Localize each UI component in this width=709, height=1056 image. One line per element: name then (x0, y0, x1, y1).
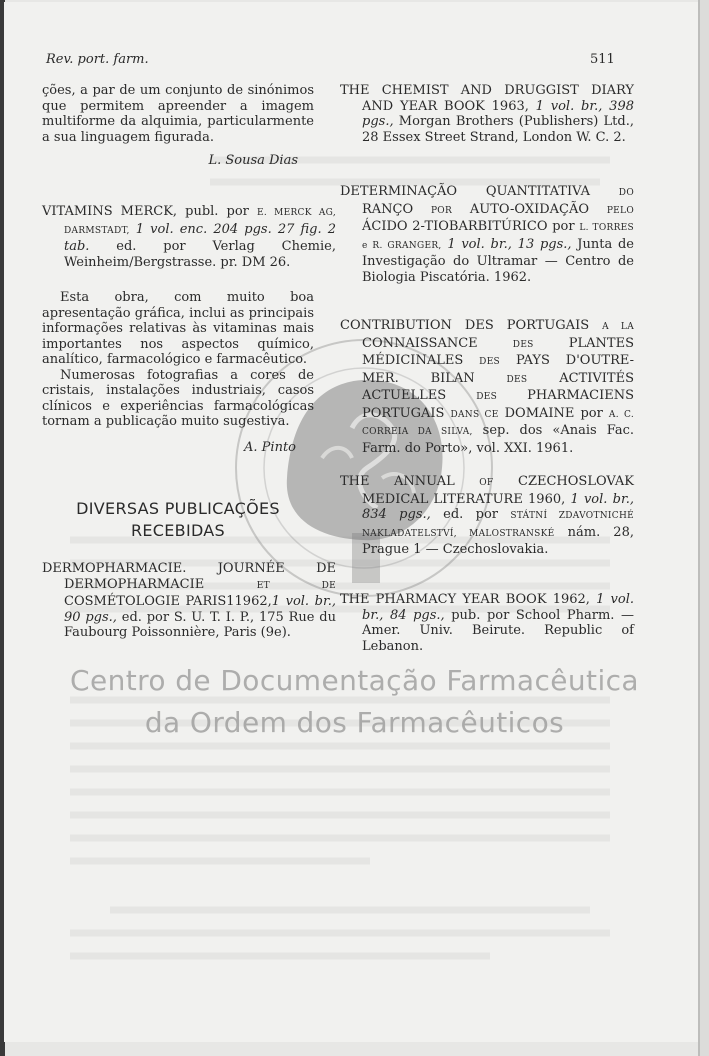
chemist-specs: 1 vol. br., 398 pgs., (362, 98, 634, 129)
section-heading (42, 498, 314, 542)
vitamins-review (42, 290, 314, 455)
determinacao-entry (340, 184, 634, 285)
determ-title-d: ÁCIDO 2-TIOBARBITÚRICO (362, 219, 548, 234)
contribution-entry (340, 318, 634, 456)
contrib-des-1: DES (512, 339, 534, 350)
annual-publisher: STÁTNÍ ZDAVOTNICHÉ NAKLADATELSTVÍ, MALOSTRANSKÉ (362, 511, 634, 539)
determ-title-b: RANÇO (362, 201, 431, 217)
determ-por2: por (547, 219, 580, 234)
contrib-title-e: ACTIVITÉS ACTUELLES (362, 370, 634, 403)
dermo-title-a: DERMOPHARMACIE. JOURNÉE DE DERMOPHARMACIE (42, 561, 336, 592)
watermark-line-1: Centro de Documentação Farmacêutica (70, 664, 639, 697)
contrib-author: A. C. CORREIA DA SILVA, (362, 409, 634, 437)
contrib-title-a: CONTRIBUTION DES PORTUGAIS (340, 318, 603, 333)
contrib-a-la: A LA (602, 322, 634, 332)
annual-rest: nám. 28, Prague 1 — Czechoslovakia. (362, 524, 634, 557)
dermo-entry (42, 561, 336, 641)
annual-of: OF (479, 478, 494, 488)
determ-pelo: PELO (606, 205, 634, 216)
contrib-title-d: PAYS D'OUTRE-MER. BILAN (362, 353, 634, 386)
section-heading-line-1: DIVERSAS PUBLICAÇÕES (76, 499, 280, 518)
contrib-title-f: PHARMACIENS PORTUGAIS (362, 388, 634, 421)
contrib-dans-ce: DANS CE (450, 409, 499, 420)
determ-title-c: AUTO-OXIDAÇÃO (452, 201, 607, 217)
pharmacy-rest: pub. por School Pharm. — Amer. Univ. Beirute. Republic of Lebanon. (362, 607, 634, 654)
vitamins-publ: publ. por (177, 204, 257, 219)
contrib-title-b: CONNAISSANCE (362, 335, 513, 351)
dermo-rest: ed. por S. U. T. I. P., 175 Rue du Faubourg Poissonnière, Paris (9e). (64, 609, 337, 640)
page-edge (698, 0, 709, 1056)
section-heading-line-2: RECEBIDAS (130, 521, 226, 540)
watermark-line-2: da Ordem dos Farmacêuticos (144, 706, 565, 739)
determ-por: POR (430, 205, 453, 216)
pharmacy-title: THE PHARMACY YEAR BOOK 1962, (340, 592, 590, 607)
annual-title-b: CZECHOSLOVAK MEDICAL LITERATURE 1960, (362, 474, 634, 507)
dermo-et-de: ET DE (256, 580, 336, 591)
review-paragraph-2: Numerosas fotografias a cores de cristais, instalações industriais, casos clínicos e experiências farmacológicas tornam a publicação muito sugestiva. (42, 367, 314, 429)
pharmacy-specs: 1 vol. br., 84 pgs., (362, 592, 634, 623)
determ-authors: L. TORRES e R. GRANGER, (362, 223, 634, 251)
contrib-title-c: PLANTES MÉDICINALES (362, 335, 634, 368)
intro-text: ções, a par de um conjunto de sinónimos que permitem apreender a imagem multiforme da alquimia, particularmente a sua linguagem figurada. (42, 83, 314, 145)
contrib-title-g: DOMAINE (498, 405, 575, 421)
determ-specs: 1 vol. br., 13 pgs., (441, 236, 572, 252)
review-paragraph-1: Esta obra, com muito boa apresentação gráfica, inclui as principais informações relativas às vitaminas mais importantes nos aspectos químico, analítico, farmacológico e farmacêutico. (42, 290, 314, 367)
vitamins-entry (42, 204, 336, 270)
chemist-rest: Morgan Brothers (Publishers) Ltd., 28 Essex Street Strand, London W. C. 2. (362, 114, 634, 145)
running-head: Rev. port. farm. (46, 52, 149, 67)
vitamins-publisher: E. MERCK AG, DARMSTADT, (64, 208, 336, 236)
annual-entry (340, 474, 634, 558)
intro-block (42, 83, 314, 169)
annual-por: ed. por (430, 507, 511, 522)
contrib-des-4: DES (476, 392, 498, 402)
pharmacy-entry (340, 592, 634, 654)
vitamins-specs: 1 vol. enc. 204 pgs. 27 fig. 2 tab. (64, 221, 336, 254)
annual-specs: 1 vol. br., 834 pgs., (362, 491, 634, 522)
determ-do: DO (618, 188, 634, 198)
determ-rest: Junta de Investigação do Ultramar — Centro de Biologia Piscatória. 1962. (362, 236, 634, 285)
vitamins-rest: ed. por Verlag Chemie, Weinheim/Bergstrasse. pr. DM 26. (64, 239, 336, 270)
chemist-entry (340, 83, 634, 145)
annual-title-a: THE ANNUAL (340, 474, 480, 489)
dermo-title-b: COSMÉTOLOGIE PARIS11962, (64, 594, 272, 609)
contrib-des-3: DES (506, 374, 528, 385)
contrib-rest: sep. dos «Anais Fac. Farm. do Porto», vol. XXI. 1961. (362, 423, 635, 456)
contrib-des-2: DES (479, 357, 501, 367)
page-number: 511 (590, 52, 615, 67)
contrib-por: por (574, 405, 609, 421)
determ-title-a: DETERMINAÇÃO QUANTITATIVA (340, 184, 619, 199)
review-signature: A. Pinto (244, 439, 296, 455)
chemist-title: THE CHEMIST AND DRUGGIST DIARY AND YEAR BOOK 1963, (340, 83, 634, 114)
intro-signature: L. Sousa Dias (208, 153, 298, 168)
vitamins-title: VITAMINS MERCK, (42, 204, 178, 219)
dermo-specs: 1 vol. br., 90 pgs., (64, 594, 336, 625)
